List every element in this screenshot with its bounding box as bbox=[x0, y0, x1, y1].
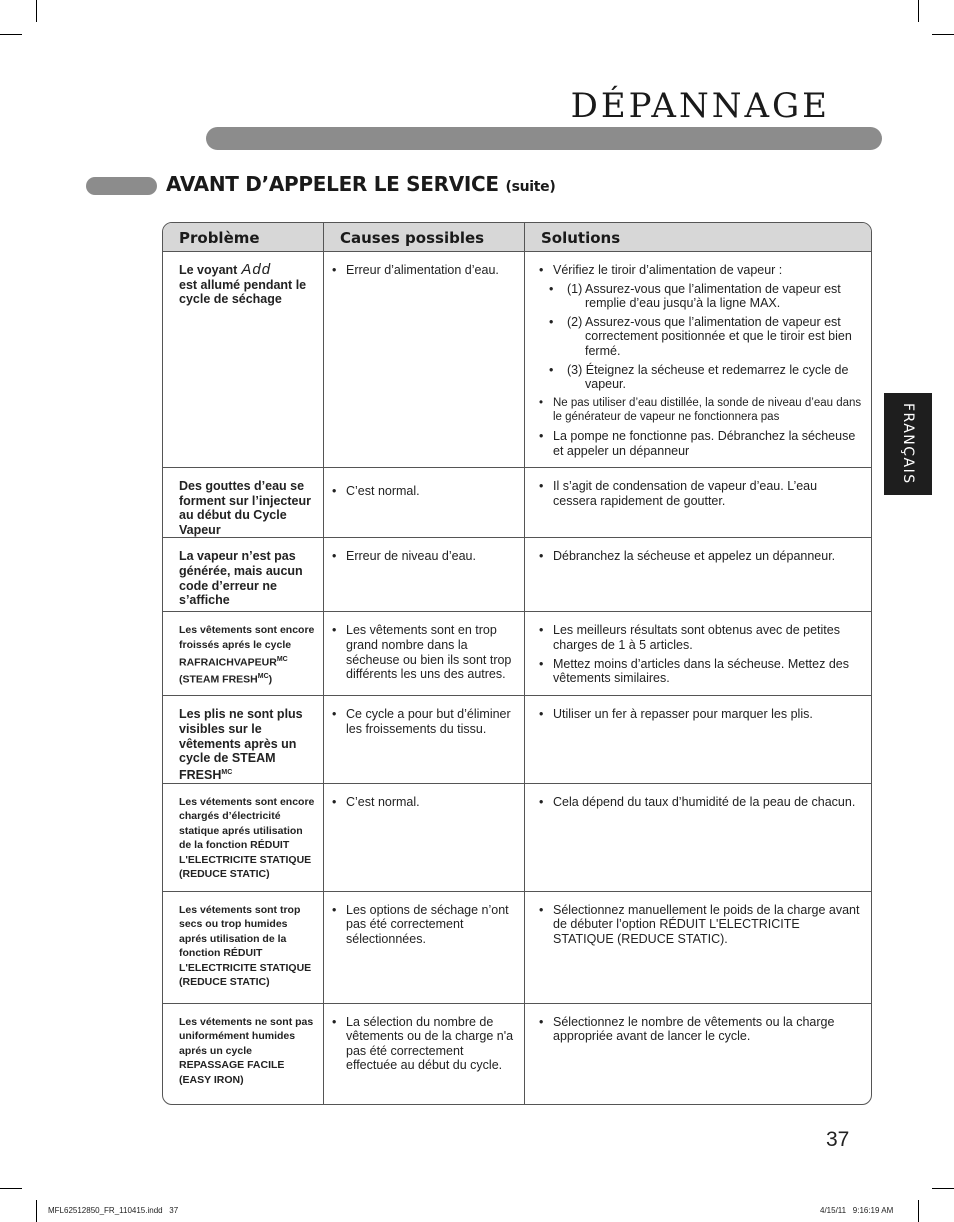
troubleshooting-table bbox=[162, 222, 872, 1105]
solution-item: • La pompe ne fonctionne pas. Débranchez la sécheuse et appeler un dépanneur bbox=[539, 429, 863, 458]
trademark-mark: MC bbox=[257, 672, 269, 680]
cause-item: • Les vêtements sont en trop grand nombre dans la sécheuse ou bien ils sont trop différents les uns des autres. bbox=[332, 623, 516, 681]
problem-cell bbox=[163, 696, 323, 783]
solution-intro: Vérifiez le tiroir d’alimentation de vapeur : bbox=[553, 263, 783, 277]
table-row bbox=[163, 538, 871, 612]
table-row bbox=[163, 696, 871, 783]
trademark-mark: MC bbox=[221, 768, 233, 776]
table-row bbox=[163, 1004, 871, 1104]
problem-cell: Des gouttes d’eau se forment sur l’injecteur au début du Cycle Vapeur bbox=[163, 468, 323, 538]
add-code-display: Add bbox=[241, 261, 272, 278]
solution-item: • Il s’agit de condensation de vapeur d’eau. L’eau cessera rapidement de goutter. bbox=[539, 479, 863, 508]
problem-paren: (STEAM FRESH bbox=[179, 673, 258, 686]
footer-timestamp: 4/15/11 9:16:19 AM bbox=[820, 1206, 894, 1215]
solution-cell bbox=[524, 784, 871, 892]
solution-cell bbox=[524, 538, 871, 612]
cause-cell bbox=[323, 252, 524, 468]
crop-mark bbox=[36, 1200, 37, 1222]
solution-item: • Débranchez la sécheuse et appelez un dépanneur. bbox=[539, 549, 863, 564]
table-header-row bbox=[163, 223, 871, 252]
crop-mark bbox=[932, 1188, 954, 1189]
page-title: DÉPANNAGE bbox=[570, 86, 830, 126]
crop-mark bbox=[0, 1188, 22, 1189]
cause-item: • Erreur de niveau d’eau. bbox=[332, 549, 516, 564]
solution-cell bbox=[524, 252, 871, 468]
section-heading-text: AVANT D’APPELER LE SERVICE bbox=[166, 172, 499, 196]
problem-prefix: Le voyant bbox=[179, 263, 238, 277]
solution-cell bbox=[524, 1004, 871, 1104]
crop-mark bbox=[918, 1200, 919, 1222]
cause-cell bbox=[323, 612, 524, 696]
trademark-mark: MC bbox=[276, 655, 288, 663]
cause-cell bbox=[323, 784, 524, 892]
solution-cell bbox=[524, 892, 871, 1004]
solution-item: • Sélectionnez manuellement le poids de la charge avant de débuter l’option RÉDUIT L'ELECTRICITE STATIQUE (REDUCE STATIC). bbox=[539, 903, 863, 947]
cause-item: • Erreur d’alimentation d’eau. bbox=[332, 263, 516, 278]
cause-cell bbox=[323, 468, 524, 538]
problem-cell bbox=[163, 612, 323, 696]
table-row bbox=[163, 784, 871, 892]
solution-step: • (1) Assurez-vous que l’alimentation de vapeur est remplie d’eau jusqu’à la ligne MAX. bbox=[567, 282, 863, 311]
problem-cell bbox=[163, 252, 323, 468]
cause-cell bbox=[323, 696, 524, 783]
section-heading bbox=[166, 172, 555, 196]
cause-cell bbox=[323, 892, 524, 1004]
problem-cell: Les vétements sont encore chargés d’électricité statique aprés utilisation de la fonction RÉDUIT L'ELECTRICITE STATIQUE (REDUCE STATIC) bbox=[163, 784, 323, 892]
solution-item: • Sélectionnez le nombre de vêtements ou la charge appropriée avant de lancer le cycle. bbox=[539, 1015, 863, 1044]
solution-step: • (3) Éteignez la sécheuse et redemarrez le cycle de vapeur. bbox=[567, 363, 863, 392]
table-row bbox=[163, 468, 871, 538]
language-tab-label: FRANÇAIS bbox=[900, 403, 916, 485]
problem-cell: Les vétements sont trop secs ou trop humides aprés utilisation de la fonction RÉDUIT L'ELECTRICITE STATIQUE (REDUCE STATIC) bbox=[163, 892, 323, 1004]
solution-item bbox=[539, 263, 863, 392]
table-row bbox=[163, 612, 871, 696]
solution-cell bbox=[524, 468, 871, 538]
crop-mark bbox=[932, 34, 954, 35]
column-header-problem: Problème bbox=[163, 223, 323, 252]
crop-mark bbox=[918, 0, 919, 22]
section-heading-suffix: (suite) bbox=[505, 179, 556, 195]
solution-item: • Mettez moins d’articles dans la sécheuse. Mettez des vêtements similaires. bbox=[539, 657, 863, 686]
problem-suffix: est allumé pendant le cycle de séchage bbox=[179, 277, 307, 307]
solution-item: • Utiliser un fer à repasser pour marquer les plis. bbox=[539, 707, 863, 722]
problem-cell: Les vétements ne sont pas uniformément humides aprés un cycle REPASSAGE FACILE (EASY IRON) bbox=[179, 1015, 314, 1086]
cause-item: • C’est normal. bbox=[332, 484, 516, 499]
crop-mark bbox=[36, 0, 37, 22]
solution-cell bbox=[524, 696, 871, 783]
solution-cell bbox=[524, 612, 871, 696]
section-pill bbox=[86, 177, 157, 195]
table-row bbox=[163, 892, 871, 1004]
cause-cell bbox=[323, 1004, 524, 1104]
table-row bbox=[163, 252, 871, 468]
page-number: 37 bbox=[826, 1128, 850, 1151]
problem-text: Les vêtements sont encore froissés aprés le cycle RAFRAICHVAPEUR bbox=[179, 624, 315, 669]
language-tab bbox=[884, 393, 932, 495]
problem-paren-close: ) bbox=[268, 673, 273, 686]
column-header-solutions: Solutions bbox=[524, 223, 871, 252]
cause-item: • Ce cycle a pour but d’éliminer les froissements du tissu. bbox=[332, 707, 516, 736]
solution-item: • Ne pas utiliser d’eau distillée, la sonde de niveau d’eau dans le générateur de vapeur ne fonctionnera pas bbox=[539, 396, 863, 425]
footer-file-info: MFL62512850_FR_110415.indd 37 bbox=[48, 1206, 179, 1215]
problem-cell: La vapeur n’est pas générée, mais aucun code d’erreur ne s’affiche bbox=[163, 538, 323, 612]
problem-text: Les plis ne sont plus visibles sur le vêtements après un cycle de STEAM FRESH bbox=[179, 707, 303, 782]
solution-step: • (2) Assurez-vous que l’alimentation de vapeur est correctement positionnée et que le tiroir est bien fermé. bbox=[567, 315, 863, 359]
cause-item: • C’est normal. bbox=[332, 795, 516, 810]
cause-item: • La sélection du nombre de vêtements ou de la charge n'a pas été correctement effectuée au début du cycle. bbox=[332, 1015, 516, 1073]
crop-mark bbox=[0, 34, 22, 35]
cause-cell bbox=[323, 538, 524, 612]
solution-item: • Cela dépend du taux d’humidité de la peau de chacun. bbox=[539, 795, 863, 810]
column-header-causes: Causes possibles bbox=[323, 223, 524, 252]
cause-item: • Les options de séchage n’ont pas été correctement sélectionnées. bbox=[332, 903, 516, 947]
solution-item: • Les meilleurs résultats sont obtenus avec de petites charges de 1 à 5 articles. bbox=[539, 623, 863, 652]
title-bar bbox=[206, 127, 882, 150]
